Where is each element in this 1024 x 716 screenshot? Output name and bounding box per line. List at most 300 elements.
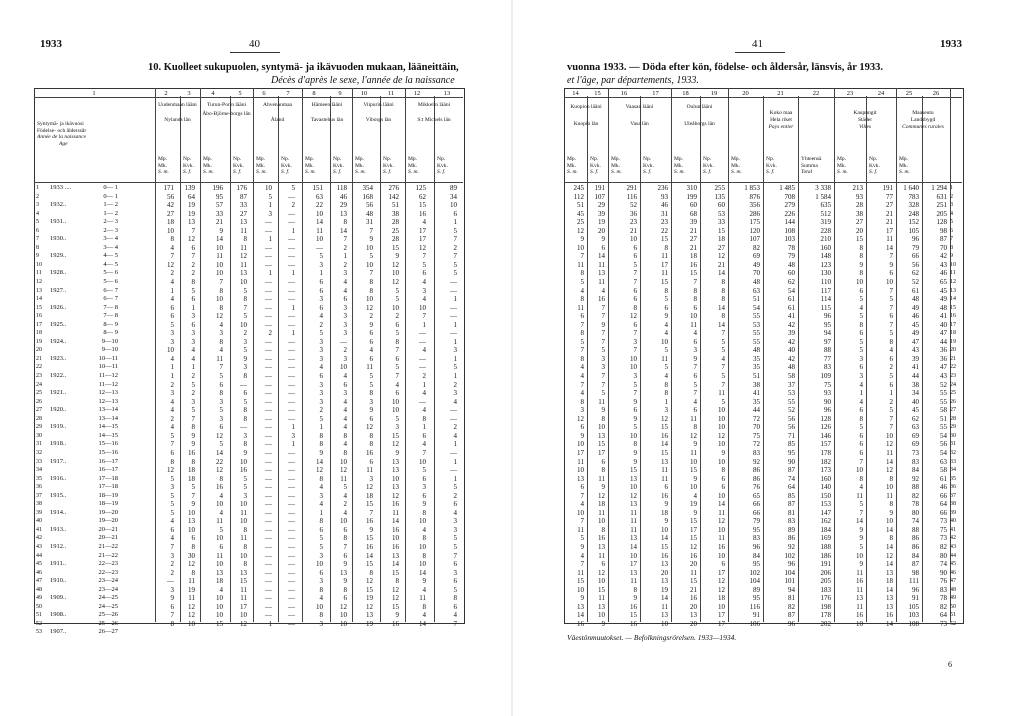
table-cell: 1 bbox=[422, 423, 426, 432]
table-cell: 10 bbox=[856, 551, 863, 560]
table-cell: 6 bbox=[889, 312, 893, 321]
left-data-column bbox=[330, 184, 347, 628]
table-cell: 8 bbox=[859, 320, 863, 329]
table-cell: 10 bbox=[240, 611, 247, 620]
table-cell: 15 bbox=[392, 431, 399, 440]
stub-head-sv: Födelse- och ålderssår bbox=[37, 127, 87, 134]
table-cell: 6 bbox=[422, 269, 426, 278]
table-cell: 3 bbox=[170, 389, 174, 398]
table-cell: 76 bbox=[753, 483, 760, 492]
sex-label: Mk. bbox=[256, 162, 266, 169]
table-cell: 10 bbox=[690, 312, 697, 321]
table-cell: 8 bbox=[580, 354, 584, 363]
table-cell: 9 bbox=[693, 508, 697, 517]
table-cell: 8 bbox=[369, 568, 373, 577]
age-range: 2— 3 bbox=[103, 226, 118, 234]
table-cell: 1 bbox=[268, 201, 272, 210]
table-cell: 118 bbox=[336, 184, 347, 192]
table-cell: 85 bbox=[788, 491, 795, 500]
table-cell: 10 bbox=[216, 594, 223, 603]
table-cell: 74 bbox=[912, 517, 919, 526]
table-cell: 1 294 bbox=[931, 184, 947, 192]
sex-label: Mk. bbox=[899, 162, 909, 169]
left-sex-header bbox=[183, 156, 201, 176]
table-cell: 18 bbox=[886, 577, 893, 586]
table-cell: 15 bbox=[630, 466, 637, 475]
table-cell: 5 bbox=[453, 260, 457, 269]
table-cell: 16 bbox=[392, 542, 399, 551]
sex-label: S. m. bbox=[305, 169, 316, 175]
sex-label: Mk. bbox=[408, 162, 418, 169]
table-cell: 11 bbox=[598, 260, 605, 269]
table-cell: 7 bbox=[191, 252, 195, 261]
table-cell: 8 bbox=[601, 525, 605, 534]
table-cell: 10 bbox=[188, 619, 195, 628]
table-cell: 8 bbox=[219, 389, 223, 398]
sex-label: S. m. bbox=[731, 169, 742, 175]
table-cell: — bbox=[288, 534, 295, 543]
table-cell: 69 bbox=[912, 440, 919, 449]
table-cell: 36 bbox=[940, 354, 947, 363]
table-cell: 635 bbox=[820, 201, 831, 210]
table-cell: — bbox=[450, 414, 457, 423]
table-cell: 8 bbox=[721, 286, 725, 295]
table-cell: 198 bbox=[820, 602, 831, 611]
table-cell: — bbox=[419, 397, 426, 406]
row-number: 40 bbox=[950, 518, 956, 525]
table-cell: — bbox=[265, 278, 272, 287]
row-number: 14 bbox=[950, 296, 956, 303]
table-cell: 12 bbox=[598, 491, 605, 500]
table-cell: 2 bbox=[170, 568, 174, 577]
table-cell: 105 bbox=[908, 226, 919, 235]
row-number: 12 bbox=[36, 279, 42, 286]
table-cell: 1 bbox=[664, 397, 668, 406]
table-cell: 5 bbox=[859, 337, 863, 346]
sex-label: Mp. bbox=[256, 156, 266, 162]
table-cell: 8 bbox=[319, 431, 323, 440]
table-cell: 199 bbox=[686, 192, 697, 201]
age-range: 9—10 bbox=[101, 346, 118, 354]
right-col-number: 20 bbox=[742, 90, 749, 97]
table-cell: — bbox=[265, 457, 272, 466]
table-cell: — bbox=[265, 260, 272, 269]
table-cell: 41 bbox=[788, 312, 795, 321]
table-cell: 3 bbox=[243, 363, 247, 372]
table-cell: 2 bbox=[343, 243, 347, 252]
table-cell: 4 bbox=[170, 423, 174, 432]
table-cell: 10 bbox=[188, 525, 195, 534]
table-cell: 16 bbox=[718, 542, 725, 551]
table-cell: 7 bbox=[580, 320, 584, 329]
table-cell: 8 bbox=[889, 337, 893, 346]
right-data-column bbox=[763, 184, 795, 628]
table-cell: 8 bbox=[664, 243, 668, 252]
table-cell: 10 bbox=[216, 500, 223, 509]
table-cell: 27 bbox=[886, 201, 893, 210]
table-cell: 62 bbox=[419, 192, 426, 201]
table-cell: 10 bbox=[216, 269, 223, 278]
table-cell: 12 bbox=[216, 431, 223, 440]
table-cell: 9 bbox=[721, 448, 725, 457]
table-cell: 4 bbox=[693, 329, 697, 338]
table-cell: 6 bbox=[453, 209, 457, 218]
table-cell: 6 bbox=[693, 337, 697, 346]
table-cell: 5 bbox=[243, 286, 247, 295]
birth-year: 1920.. bbox=[50, 406, 67, 414]
birth-year: 1914.. bbox=[50, 508, 67, 516]
table-cell: 21 bbox=[630, 226, 637, 235]
table-cell: 52 bbox=[940, 380, 947, 389]
table-cell: 51 bbox=[753, 372, 760, 381]
left-rule bbox=[230, 52, 280, 53]
table-cell: 6 bbox=[693, 406, 697, 415]
row-number: 17 bbox=[36, 321, 42, 328]
age-range: 1— 2 bbox=[103, 201, 118, 209]
table-cell: 8 bbox=[243, 525, 247, 534]
table-cell: 3 bbox=[191, 312, 195, 321]
table-cell: — bbox=[265, 295, 272, 304]
sex-label: S. f. bbox=[590, 169, 599, 175]
table-cell: 4 bbox=[664, 372, 668, 381]
table-cell: 45 bbox=[912, 406, 919, 415]
table-cell: 8 bbox=[243, 560, 247, 569]
table-cell: — bbox=[265, 551, 272, 560]
table-cell: 14 bbox=[718, 320, 725, 329]
table-cell: 11 bbox=[188, 594, 195, 603]
table-cell: — bbox=[288, 466, 295, 475]
age-range: 23—24 bbox=[98, 577, 118, 585]
table-cell: — bbox=[419, 337, 426, 346]
table-cell: 10 bbox=[366, 260, 373, 269]
region-name: Tavastehus län bbox=[310, 117, 344, 123]
table-cell: 13 bbox=[661, 611, 668, 620]
table-cell: 142 bbox=[388, 192, 399, 201]
table-cell: 8 bbox=[422, 551, 426, 560]
table-cell: 5 bbox=[580, 534, 584, 543]
table-cell: — bbox=[288, 209, 295, 218]
table-cell: 6 bbox=[889, 354, 893, 363]
table-cell: 27 bbox=[690, 235, 697, 244]
table-cell: — bbox=[450, 312, 457, 321]
table-cell: 43 bbox=[940, 260, 947, 269]
row-number: 49 bbox=[36, 595, 42, 602]
table-cell: 17 bbox=[718, 619, 725, 628]
table-cell: 4 bbox=[395, 380, 399, 389]
table-cell: 98 bbox=[912, 568, 919, 577]
table-cell: 11 bbox=[188, 577, 195, 586]
table-cell: — bbox=[265, 286, 272, 295]
table-cell: 29 bbox=[340, 201, 347, 210]
birth-year: 1929.. bbox=[50, 252, 67, 260]
table-cell: 51 bbox=[753, 295, 760, 304]
table-cell: 12 bbox=[690, 431, 697, 440]
table-cell: 84 bbox=[753, 551, 760, 560]
table-cell: 13 bbox=[240, 218, 247, 227]
row-number: 30 bbox=[36, 432, 42, 439]
table-cell: 11 bbox=[630, 508, 637, 517]
right-year: 1933 bbox=[940, 38, 962, 50]
table-cell: 16 bbox=[886, 611, 893, 620]
table-cell: 6 bbox=[693, 372, 697, 381]
table-cell: 160 bbox=[820, 243, 831, 252]
table-cell: 48 bbox=[753, 278, 760, 287]
table-cell: 708 bbox=[784, 192, 795, 201]
age-range: 15—16 bbox=[98, 448, 118, 456]
table-cell: 94 bbox=[788, 585, 795, 594]
table-cell: 226 bbox=[784, 209, 795, 218]
table-cell: — bbox=[265, 491, 272, 500]
row-number: 11 bbox=[36, 270, 42, 277]
left-data-column bbox=[200, 184, 223, 628]
table-cell: 1 bbox=[453, 218, 457, 227]
region-name: Kaupungit bbox=[853, 110, 877, 116]
table-cell: 93 bbox=[824, 389, 831, 398]
table-cell: 3 338 bbox=[815, 184, 831, 192]
table-cell: 4 bbox=[219, 585, 223, 594]
table-cell: 75 bbox=[753, 431, 760, 440]
table-cell: 16 bbox=[366, 517, 373, 526]
table-cell: 11 bbox=[216, 354, 223, 363]
left-data-column bbox=[278, 184, 295, 628]
sex-label: S. m. bbox=[158, 169, 169, 175]
table-cell: — bbox=[288, 551, 295, 560]
row-number: 37 bbox=[36, 492, 42, 499]
stub-head-fr: Année de la naissance bbox=[37, 134, 87, 140]
age-range: 23—24 bbox=[98, 585, 118, 593]
table-cell: 115 bbox=[820, 303, 831, 312]
table-cell: 13 bbox=[630, 500, 637, 509]
sex-label: Np. bbox=[437, 156, 446, 162]
table-cell: 55 bbox=[753, 312, 760, 321]
table-cell: 1 bbox=[319, 269, 323, 278]
table-cell: 6 bbox=[343, 525, 347, 534]
table-cell: 176 bbox=[820, 594, 831, 603]
table-cell: — bbox=[265, 406, 272, 415]
table-cell: 60 bbox=[788, 269, 795, 278]
table-cell: 3 bbox=[319, 389, 323, 398]
table-cell: 8 bbox=[422, 414, 426, 423]
table-cell: 7 bbox=[633, 329, 637, 338]
table-cell: 69 bbox=[753, 252, 760, 261]
table-cell: 12 bbox=[577, 414, 584, 423]
table-cell: 5 bbox=[395, 286, 399, 295]
table-cell: 12 bbox=[167, 260, 174, 269]
table-cell: 49 bbox=[912, 303, 919, 312]
table-cell: 10 bbox=[316, 209, 323, 218]
table-cell: 5 bbox=[601, 389, 605, 398]
row-number: 43 bbox=[36, 543, 42, 550]
table-cell: 4 bbox=[191, 346, 195, 355]
table-cell: 150 bbox=[820, 491, 831, 500]
table-cell: 13 bbox=[661, 457, 668, 466]
row-number: 18 bbox=[950, 330, 956, 337]
table-cell: — bbox=[419, 354, 426, 363]
table-cell: 6 bbox=[859, 448, 863, 457]
row-number: 20 bbox=[36, 347, 42, 354]
birth-year: 1931.. bbox=[50, 218, 67, 226]
table-cell: 15 bbox=[718, 226, 725, 235]
table-cell: 7 bbox=[422, 448, 426, 457]
table-cell: 19 bbox=[366, 594, 373, 603]
table-cell: 191 bbox=[820, 560, 831, 569]
age-range: 22—23 bbox=[98, 568, 118, 576]
row-number: 23 bbox=[36, 373, 42, 380]
table-cell: 5 bbox=[268, 192, 272, 201]
table-cell: 4 bbox=[721, 354, 725, 363]
table-cell: 14 bbox=[886, 525, 893, 534]
table-cell: 5 bbox=[453, 363, 457, 372]
table-cell: 2 bbox=[343, 500, 347, 509]
table-cell: 2 bbox=[243, 329, 247, 338]
table-cell: 90 bbox=[788, 457, 795, 466]
table-cell: 1 bbox=[191, 303, 195, 312]
birth-year: 1930.. bbox=[50, 235, 67, 243]
left-col-number: 12 bbox=[413, 90, 421, 97]
table-cell: 7 bbox=[889, 252, 893, 261]
table-cell: 38 bbox=[912, 380, 919, 389]
table-cell: — bbox=[316, 243, 323, 252]
table-cell: 16 bbox=[392, 500, 399, 509]
table-cell: 13 bbox=[340, 568, 347, 577]
table-cell: 18 bbox=[216, 577, 223, 586]
table-cell: 33 bbox=[216, 209, 223, 218]
table-cell: 1 bbox=[343, 252, 347, 261]
table-cell: — bbox=[288, 252, 295, 261]
table-cell: — bbox=[450, 303, 457, 312]
table-cell: 12 bbox=[392, 260, 399, 269]
table-cell: — bbox=[288, 568, 295, 577]
table-cell: 106 bbox=[749, 619, 760, 628]
table-cell: 7 bbox=[191, 491, 195, 500]
table-cell: 12 bbox=[718, 577, 725, 586]
row-number: 28 bbox=[950, 415, 956, 422]
right-data-column bbox=[587, 184, 605, 628]
age-range: 8— 9 bbox=[103, 320, 118, 328]
table-cell: 85 bbox=[788, 440, 795, 449]
table-cell: 4 bbox=[693, 397, 697, 406]
table-cell: 7 bbox=[343, 542, 347, 551]
table-cell: 11 bbox=[577, 525, 584, 534]
table-cell: 46 bbox=[940, 269, 947, 278]
table-cell: 27 bbox=[718, 243, 725, 252]
row-number: 17 bbox=[950, 321, 956, 328]
table-cell: 6 bbox=[453, 577, 457, 586]
table-cell: 7 bbox=[191, 414, 195, 423]
table-cell: 95 bbox=[753, 525, 760, 534]
table-cell: 21 bbox=[886, 218, 893, 227]
table-cell: 65 bbox=[753, 491, 760, 500]
table-cell: 4 bbox=[664, 329, 668, 338]
table-cell: 17 bbox=[886, 226, 893, 235]
table-cell: 15 bbox=[690, 517, 697, 526]
row-number: 44 bbox=[36, 552, 42, 559]
birth-year bbox=[50, 603, 90, 612]
table-cell: 3 bbox=[343, 269, 347, 278]
table-cell: 5 bbox=[170, 431, 174, 440]
birth-year bbox=[50, 227, 90, 236]
table-cell: 10 bbox=[718, 457, 725, 466]
table-cell: 8 bbox=[889, 474, 893, 483]
table-cell: 5 bbox=[580, 278, 584, 287]
table-cell: 6 bbox=[170, 448, 174, 457]
table-cell: 11 bbox=[661, 602, 668, 611]
table-cell: — bbox=[288, 363, 295, 372]
table-cell: 4 bbox=[453, 508, 457, 517]
table-cell: 18 bbox=[188, 474, 195, 483]
table-cell: — bbox=[265, 380, 272, 389]
table-cell: 96 bbox=[788, 619, 795, 628]
left-col-number: 7 bbox=[286, 90, 290, 97]
table-cell: 7 bbox=[693, 363, 697, 372]
left-col-number: 3 bbox=[187, 90, 191, 97]
table-cell: 279 bbox=[784, 201, 795, 210]
table-cell: 14 bbox=[718, 303, 725, 312]
table-cell: — bbox=[288, 380, 295, 389]
table-cell: 5 bbox=[395, 329, 399, 338]
table-cell: 8 bbox=[693, 295, 697, 304]
table-cell: — bbox=[265, 354, 272, 363]
table-cell: 123 bbox=[820, 260, 831, 269]
table-cell: 10 bbox=[167, 226, 174, 235]
table-cell: 173 bbox=[820, 466, 831, 475]
table-cell: 54 bbox=[753, 303, 760, 312]
table-cell: 7 bbox=[633, 269, 637, 278]
left-data-column bbox=[380, 184, 399, 628]
table-cell: 22 bbox=[316, 201, 323, 210]
table-cell: 4 bbox=[219, 346, 223, 355]
table-cell: — bbox=[265, 243, 272, 252]
table-cell: — bbox=[340, 337, 347, 346]
table-cell: — bbox=[265, 389, 272, 398]
table-cell: 157 bbox=[820, 440, 831, 449]
table-cell: 7 bbox=[889, 286, 893, 295]
table-cell: 5 bbox=[721, 372, 725, 381]
table-cell: 38 bbox=[753, 380, 760, 389]
sex-label: Kvk. bbox=[703, 162, 714, 169]
table-cell: 5 bbox=[369, 372, 373, 381]
table-cell: 11 bbox=[392, 508, 399, 517]
age-range: 16—17 bbox=[98, 457, 118, 465]
table-cell: 12 bbox=[392, 278, 399, 287]
birth-year: 1915.. bbox=[50, 491, 67, 499]
row-number: 36 bbox=[36, 484, 42, 491]
table-cell: 7 bbox=[580, 517, 584, 526]
table-cell: 10 bbox=[340, 363, 347, 372]
row-number: 46 bbox=[950, 569, 956, 576]
table-cell: 21 bbox=[216, 218, 223, 227]
table-cell: 7 bbox=[170, 252, 174, 261]
table-cell: 4 bbox=[859, 380, 863, 389]
table-cell: 6 bbox=[343, 380, 347, 389]
table-cell: 5 bbox=[191, 483, 195, 492]
table-cell: 13 bbox=[598, 431, 605, 440]
row-number: 24 bbox=[36, 381, 42, 388]
birth-year bbox=[50, 449, 90, 458]
table-cell: — bbox=[419, 329, 426, 338]
table-cell: 8 bbox=[721, 295, 725, 304]
table-cell: 206 bbox=[820, 568, 831, 577]
age-range: 10—11 bbox=[98, 354, 118, 362]
table-cell: 146 bbox=[820, 431, 831, 440]
sex-label: Mp. bbox=[899, 156, 909, 162]
table-cell: 5 bbox=[580, 337, 584, 346]
row-number: 24 bbox=[950, 381, 956, 388]
table-cell: 15 bbox=[577, 577, 584, 586]
table-cell: 2 bbox=[889, 397, 893, 406]
table-cell: 9 bbox=[633, 397, 637, 406]
table-cell: 4 bbox=[453, 431, 457, 440]
